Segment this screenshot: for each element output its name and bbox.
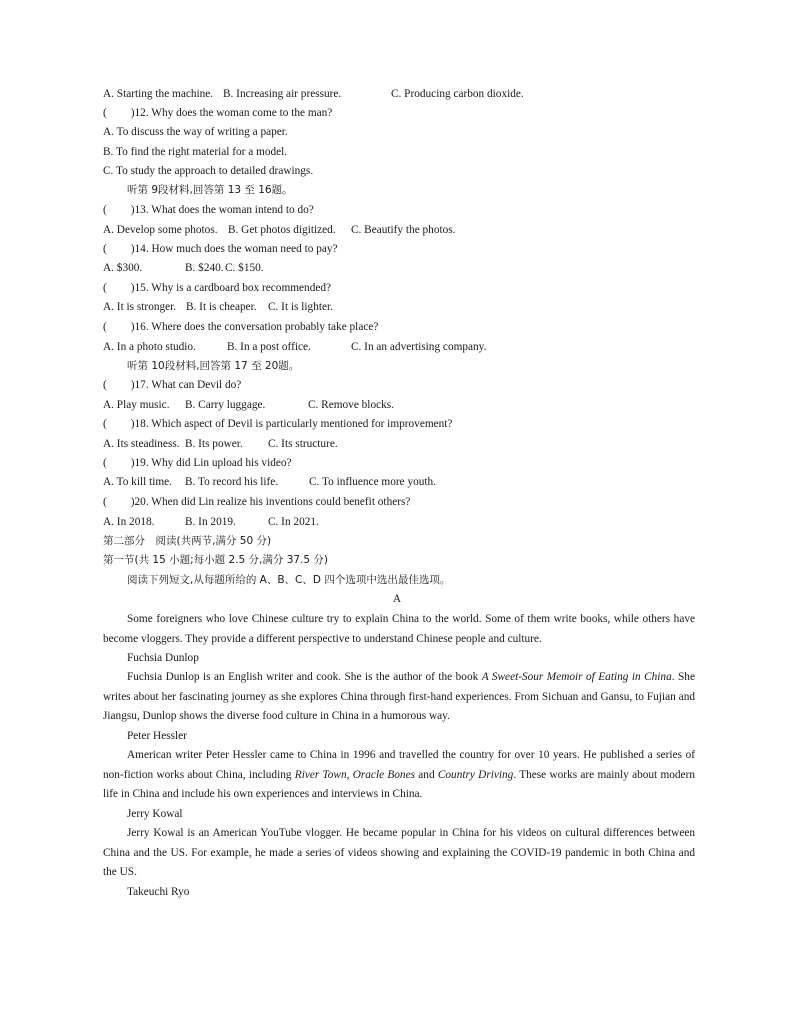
paragraph-dunlop	[103, 668, 695, 727]
book-title: Oracle Bones	[352, 768, 415, 781]
option-b: B. To find the right material for a model.	[103, 146, 288, 158]
question-14: ( )14. How much does the woman need to pay?	[103, 243, 338, 255]
question-stem: What does the woman intend to do?	[151, 204, 314, 216]
question-stem: Why does the woman come to the man?	[151, 107, 333, 119]
question-number: 12	[134, 107, 146, 119]
book-title: River Town	[294, 768, 347, 781]
option-c: C. Its structure.	[268, 438, 338, 450]
question-number: 14	[134, 243, 146, 255]
option-a: A. Starting the machine.	[103, 88, 214, 100]
person-name-dunlop: Fuchsia Dunlop	[127, 652, 199, 664]
option-a: A. It is stronger.	[103, 301, 177, 313]
option-a: A. To kill time.	[103, 476, 172, 488]
text: Fuchsia Dunlop is an English writer and cook. She is the author of the book	[127, 671, 482, 683]
option-b: B. Carry luggage.	[185, 399, 266, 411]
question-number: 18	[134, 418, 146, 430]
question-number: 16	[134, 321, 146, 333]
section-9-instruction: 听第 9段材料,回答第 13 至 16题。	[127, 184, 293, 196]
question-13: ( )13. What does the woman intend to do?	[103, 204, 314, 216]
question-12: ( )12. Why does the woman come to the man?	[103, 107, 333, 119]
paragraph-hessler	[103, 746, 695, 805]
question-15: ( )15. Why is a cardboard box recommended?	[103, 282, 332, 294]
person-name-hessler: Peter Hessler	[127, 730, 187, 742]
option-b: B. It is cheaper.	[186, 301, 257, 313]
option-c: C. Beautify the photos.	[351, 224, 456, 236]
option-c: C. Producing carbon dioxide.	[391, 88, 524, 100]
text: American writer Peter Hessler came to China in 1996 and travelled the country for over 10 years. He published a series of non-fiction works about China, including	[103, 749, 695, 781]
text: . These works are mainly about modern life in China and include his own experiences and interviews in China.	[103, 768, 695, 800]
option-c: C. It is lighter.	[268, 301, 333, 313]
option-b: B. In 2019.	[185, 516, 236, 528]
question-number: 20	[134, 496, 146, 508]
option-a: A. Its steadiness.	[103, 438, 180, 450]
question-number: 15	[134, 282, 146, 294]
q20-options	[103, 515, 695, 530]
passage-intro: Some foreigners who love Chinese culture try to explain China to the world. Some of them write books, while others have become vloggers. They provide a different perspective to understand Chinese people and culture.	[103, 613, 695, 645]
option-b: B. Increasing air pressure.	[223, 88, 342, 100]
text: and	[415, 768, 438, 781]
option-c: C. In 2021.	[268, 516, 319, 528]
option-c: C. To influence more youth.	[309, 476, 437, 488]
reading-section-title: 第一节(共 15 小题;每小题 2.5 分,满分 37.5 分)	[103, 554, 329, 566]
q16-options	[103, 340, 695, 355]
q17-options	[103, 398, 695, 413]
reading-part-title: 第二部分 阅读(共两节,满分 50 分)	[103, 535, 272, 547]
paragraph-kowal: Jerry Kowal is an American YouTube vlogger. He became popular in China for his videos on cultural differences between China and the US. For example, he made a series of videos showing and explaining the COVID-19 pandemic in both China and the US.	[103, 827, 695, 878]
question-20: ( )20. When did Lin realize his inventions could benefit others?	[103, 496, 411, 508]
passage-label: A	[392, 593, 402, 605]
option-a: A. To discuss the way of writing a paper.	[103, 126, 288, 138]
option-a: A. In 2018.	[103, 516, 155, 528]
text: . She writes about her fascinating journey as she explores China through first-hand experiences. From Sichuan and Gansu, to Fujian and Jiangsu, Dunlop shows the diverse food culture in China in a humorous way.	[103, 671, 695, 722]
question-16: ( )16. Where does the conversation probably take place?	[103, 321, 379, 333]
q13-options	[103, 223, 695, 238]
question-number: 17	[134, 379, 146, 391]
option-a: A. $300.	[103, 262, 143, 274]
option-a: A. Play music.	[103, 399, 170, 411]
option-b: B. $240.	[185, 262, 224, 274]
question-stem: Which aspect of Devil is particularly mentioned for improvement?	[151, 418, 453, 430]
section-10-instruction: 听第 10段材料,回答第 17 至 20题。	[127, 360, 300, 372]
question-number: 19	[134, 457, 146, 469]
option-c: C. In an advertising company.	[351, 341, 487, 353]
question-stem: What can Devil do?	[151, 379, 242, 391]
option-a: A. In a photo studio.	[103, 341, 196, 353]
book-title: A Sweet-Sour Memoir of Eating in China	[481, 671, 672, 683]
option-c: C. $150.	[225, 262, 264, 274]
q11-options	[103, 87, 695, 102]
option-c: C. Remove blocks.	[308, 399, 394, 411]
q19-options	[103, 475, 695, 490]
book-title: Country Driving	[437, 768, 514, 781]
q14-options	[103, 261, 695, 276]
question-17: ( )17. What can Devil do?	[103, 379, 242, 391]
question-19: ( )19. Why did Lin upload his video?	[103, 457, 292, 469]
question-stem: How much does the woman need to pay?	[151, 243, 338, 255]
question-stem: Why did Lin upload his video?	[151, 457, 292, 469]
option-b: B. Its power.	[185, 438, 243, 450]
q15-options	[103, 300, 695, 315]
reading-instruction: 阅读下列短文,从每题所给的 A、B、C、D 四个选项中选出最佳选项。	[127, 574, 451, 586]
question-stem: Why is a cardboard box recommended?	[151, 282, 332, 294]
person-name-kowal: Jerry Kowal	[127, 808, 183, 820]
option-a: A. Develop some photos.	[103, 224, 218, 236]
option-b: B. To record his life.	[185, 476, 279, 488]
text: ,	[346, 768, 353, 781]
option-b: B. Get photos digitized.	[228, 224, 336, 236]
option-b: B. In a post office.	[227, 341, 311, 353]
question-number: 13	[134, 204, 146, 216]
q18-options	[103, 437, 695, 452]
question-stem: When did Lin realize his inventions could benefit others?	[151, 496, 411, 508]
question-18: ( )18. Which aspect of Devil is particularly mentioned for improvement?	[103, 418, 453, 430]
person-name-takeuchi: Takeuchi Ryo	[127, 886, 190, 898]
question-stem: Where does the conversation probably take place?	[151, 321, 379, 333]
option-c: C. To study the approach to detailed drawings.	[103, 165, 314, 177]
